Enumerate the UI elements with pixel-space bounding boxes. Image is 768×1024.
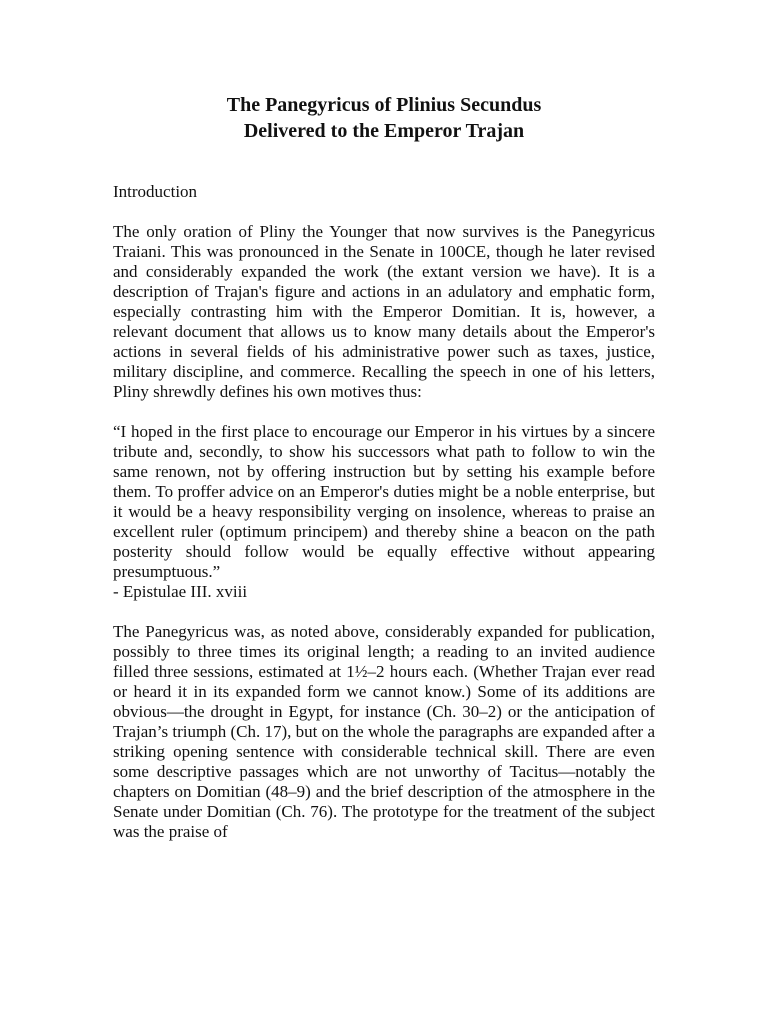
- quotation-text: “I hoped in the first place to encourage our Emperor in his virtues by a sincere tribute and, secondly, to show his successors what path to follow to win the same renown, not by offering instruction but by setting his example before them. To proffer advice on an Emperor's duties might be a noble enterprise, but it would be a heavy responsibility verging on insolence, whereas to praise an excellent ruler (optimum principem) and thereby shine a beacon on the path posterity should follow would be equally effective without appearing presumptuous.”: [113, 422, 655, 581]
- paragraph-expansion: The Panegyricus was, as noted above, considerably expanded for publication, possibly to three times its original length; a reading to an invited audience filled three sessions, estimated at 1½–2 hours each. (Whether Trajan ever read or heard it in its expanded form we cannot know.) Some of its additions are obvious—the drought in Egypt, for instance (Ch. 30–2) or the anticipation of Trajan’s triumph (Ch. 17), but on the whole the paragraphs are expanded after a striking opening sentence with considerable technical skill. There are even some descriptive passages which are not unworthy of Tacitus—notably the chapters on Domitian (48–9) and the brief description of the atmosphere in the Senate under Domitian (Ch. 76). The prototype for the treatment of the subject was the praise of: [113, 622, 655, 841]
- paragraph-intro: The only oration of Pliny the Younger that now survives is the Panegyricus Traiani. This was pronounced in the Senate in 100CE, though he later revised and considerably expanded the work (the extant version we have). It is a description of Trajan's figure and actions in an adulatory and emphatic form, especially contrasting him with the Emperor Domitian. It is, however, a relevant document that allows us to know many details about the Emperor's actions in several fields of his administrative power such as taxes, justice, military discipline, and commerce. Recalling the speech in one of his letters, Pliny shrewdly defines his own motives thus:: [113, 222, 655, 401]
- quotation-block: [113, 422, 655, 602]
- title-line-2: Delivered to the Emperor Trajan: [243, 120, 525, 142]
- quotation-source: - Epistulae III. xviii: [113, 582, 248, 601]
- section-heading: Introduction: [113, 182, 198, 201]
- title-line-1: The Panegyricus of Plinius Secundus: [226, 94, 542, 116]
- document-title: [113, 92, 655, 144]
